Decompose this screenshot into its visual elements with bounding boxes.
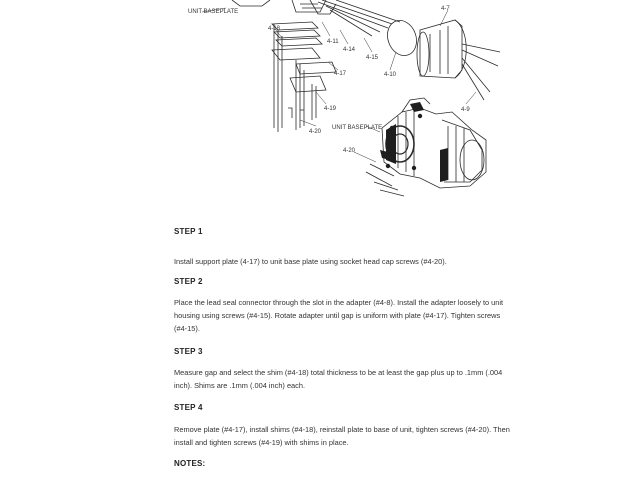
callout-4-18: 4-18 [268, 26, 281, 32]
callout-4-7: 4-7 [441, 6, 450, 12]
step-2-line-3: (#4-15). [174, 324, 200, 333]
step-4-body [174, 423, 559, 449]
step-2-line-1: Place the lead seal connector through the slot in the adapter (#4-8). Install the adapter loosely to unit [174, 298, 504, 307]
step-2-body [174, 296, 559, 335]
step-1-body [174, 255, 559, 268]
step-4-heading: STEP 4 [174, 403, 203, 412]
callout-unit-baseplate-top: UNIT BASEPLATE [188, 9, 239, 15]
step-3-line-2: inch). Shims are .1mm (.004 inch) each. [174, 381, 306, 390]
exploded-assembly-diagram [0, 0, 640, 210]
step-3-heading: STEP 3 [174, 347, 203, 356]
step-3-body [174, 366, 559, 392]
callout-labels [188, 6, 470, 154]
leader-lines [202, 8, 476, 162]
callout-4-17: 4-17 [334, 71, 347, 77]
callout-4-20-upper: 4-20 [309, 129, 322, 135]
callout-unit-baseplate-bottom: UNIT BASEPLATE [332, 125, 383, 131]
callout-4-14: 4-14 [343, 47, 356, 53]
callout-4-9: 4-9 [461, 107, 470, 113]
step-2-line-2: housing using screws (#4-15). Rotate adapter until gap is uniform with plate (#4-17). Tighten screws [174, 311, 501, 320]
step-1-heading: STEP 1 [174, 227, 203, 236]
notes-heading: NOTES: [174, 459, 206, 468]
callout-4-20-lower: 4-20 [343, 148, 356, 154]
callout-4-10: 4-10 [384, 72, 397, 78]
callout-4-19: 4-19 [324, 106, 337, 112]
step-3-line-1: Measure gap and select the shim (#4-18) total thickness to be at least the gap plus up to .1mm (.004 [174, 368, 503, 377]
step-4-line-2: install and tighten screws (#4-19) with shims in place. [174, 438, 349, 447]
callout-4-11: 4-11 [327, 39, 339, 45]
step-4-line-1: Remove plate (#4-17), install shims (#4-18), reinstall plate to base of unit, tighten screws (#4-20). Then [174, 425, 510, 434]
step-2-heading: STEP 2 [174, 277, 203, 286]
callout-4-15: 4-15 [366, 55, 379, 61]
step-1-line-1: Install support plate (4-17) to unit base plate using socket head cap screws (#4-20). [174, 257, 447, 266]
